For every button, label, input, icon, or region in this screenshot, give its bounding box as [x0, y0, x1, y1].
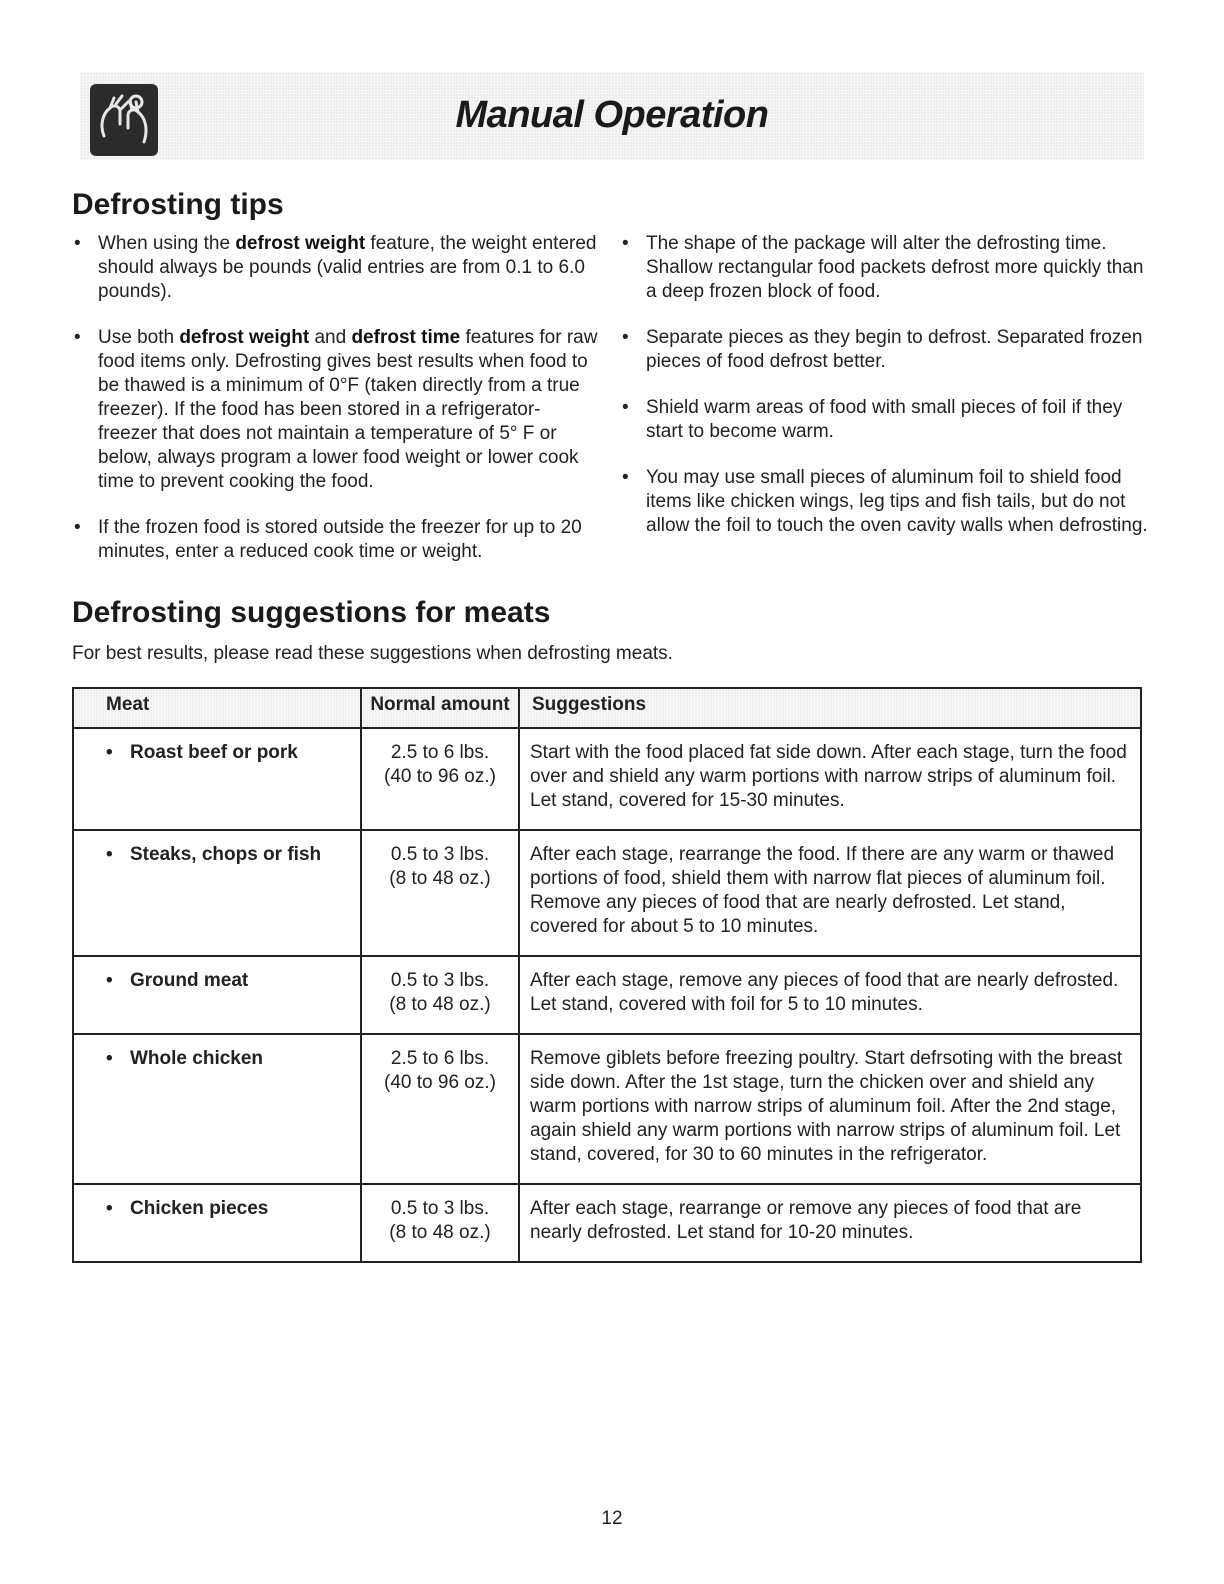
- amount-oz: (8 to 48 oz.): [389, 868, 491, 889]
- table-row: [73, 1184, 1141, 1262]
- tip-text: You may use small pieces of aluminum foil to shield food items like chicken wings, leg tips and fish tails, but do not allow the foil to touch the oven cavity walls when defrosting.: [646, 467, 1148, 536]
- tip-keyword: defrost weight: [179, 327, 310, 348]
- bullet-icon: •: [74, 327, 81, 348]
- amount-cell: [361, 1034, 519, 1184]
- amount-cell: [361, 728, 519, 830]
- amount-oz: (8 to 48 oz.): [389, 994, 491, 1015]
- bullet-icon: •: [622, 397, 629, 418]
- table-row: [73, 956, 1141, 1034]
- tip-text: Separate pieces as they begin to defrost. Separated frozen pieces of food defrost better.: [646, 327, 1143, 372]
- meats-table: [72, 687, 1142, 1263]
- amount-lbs: 0.5 to 3 lbs.: [390, 844, 490, 865]
- tip-text: When using the: [98, 233, 236, 254]
- suggestion-cell: Start with the food placed fat side down. After each stage, turn the food over and shield any warm portions with narrow strips of aluminum foil. Let stand, covered for 15-30 minutes.: [519, 728, 1141, 830]
- tip-text: The shape of the package will alter the defrosting time. Shallow rectangular food packets defrost more quickly than a deep frozen block of food.: [646, 233, 1144, 302]
- header-suggestions: Suggestions: [519, 688, 1141, 728]
- tip-text: features for raw food items only. Defrosting gives best results when food to be thawed is a minimum of 0°F (taken directly from a true freezer). If the food has been stored in a refrigerator-freezer that does not maintain a temperature of 5° F or below, always program a lower food weight or lower cook time to prevent cooking the food.: [98, 327, 598, 492]
- section-title-defrosting-tips: Defrosting tips: [72, 188, 284, 221]
- tip-item: [74, 232, 598, 304]
- meat-cell: [73, 1184, 361, 1262]
- tip-text: feature, the weight entered should always be pounds (valid entries are from 0.1 to 6.0 pounds).: [98, 233, 597, 302]
- bullet-icon: •: [622, 467, 629, 488]
- amount-cell: [361, 830, 519, 956]
- amount-lbs: 0.5 to 3 lbs.: [390, 1198, 490, 1219]
- tip-text: and: [309, 327, 352, 348]
- meat-cell: [73, 956, 361, 1034]
- tip-item: [74, 516, 598, 564]
- amount-oz: (40 to 96 oz.): [384, 1072, 496, 1093]
- tip-item: [622, 326, 1152, 374]
- bullet-icon: •: [622, 327, 629, 348]
- table-header-row: [73, 688, 1141, 728]
- amount-cell: [361, 1184, 519, 1262]
- meat-cell: [73, 1034, 361, 1184]
- table-row: [73, 1034, 1141, 1184]
- meats-intro: For best results, please read these suggestions when defrosting meats.: [72, 643, 673, 664]
- tip-text: Use both: [98, 327, 180, 348]
- meat-name: Whole chicken: [130, 1048, 264, 1069]
- tip-item: [622, 232, 1152, 304]
- bullet-icon: •: [622, 233, 629, 254]
- amount-cell: [361, 956, 519, 1034]
- bullet-icon: •: [106, 844, 113, 865]
- meat-cell: [73, 830, 361, 956]
- amount-oz: (8 to 48 oz.): [389, 1222, 491, 1243]
- tip-item: [622, 396, 1152, 444]
- meat-name: Ground meat: [130, 970, 249, 991]
- suggestion-cell: After each stage, remove any pieces of food that are nearly defrosted. Let stand, covered with foil for 5 to 10 minutes.: [519, 956, 1141, 1034]
- section-title-meats: Defrosting suggestions for meats: [72, 596, 551, 629]
- meat-cell: [73, 728, 361, 830]
- suggestion-cell: After each stage, rearrange or remove any pieces of food that are nearly defrosted. Let stand for 10-20 minutes.: [519, 1184, 1141, 1262]
- tip-keyword: defrost time: [351, 327, 461, 348]
- bullet-icon: •: [106, 1048, 113, 1069]
- table-row: [73, 830, 1141, 956]
- bullet-icon: •: [106, 970, 113, 991]
- amount-lbs: 2.5 to 6 lbs.: [390, 742, 490, 763]
- meat-name: Chicken pieces: [130, 1198, 269, 1219]
- tip-text: If the frozen food is stored outside the freezer for up to 20 minutes, enter a reduced cook time or weight.: [98, 517, 582, 562]
- tips-left-column: [74, 232, 598, 586]
- tip-item: [74, 326, 598, 494]
- suggestion-cell: After each stage, rearrange the food. If there are any warm or thawed portions of food, shield them with narrow flat pieces of aluminum foil. Remove any pieces of food that are nearly defrosted. Let stand, covered for about 5 to 10 minutes.: [519, 830, 1141, 956]
- table-row: [73, 728, 1141, 830]
- bullet-icon: •: [106, 1198, 113, 1219]
- suggestion-cell: Remove giblets before freezing poultry. Start defrsoting with the breast side down. After the 1st stage, turn the chicken over and shield any warm portions with narrow strips of aluminum foil. After the 2nd stage, again shield any warm portions with narrow strips of aluminum foil. Let stand, covered, for 30 to 60 minutes in the refrigerator.: [519, 1034, 1141, 1184]
- tip-item: [622, 466, 1152, 538]
- page-number: 12: [601, 1508, 623, 1529]
- tip-text: Shield warm areas of food with small pieces of foil if they start to become warm.: [646, 397, 1123, 442]
- meat-name: Steaks, chops or fish: [130, 844, 322, 865]
- bullet-icon: •: [74, 517, 81, 538]
- amount-lbs: 2.5 to 6 lbs.: [390, 1048, 490, 1069]
- amount-lbs: 0.5 to 3 lbs.: [390, 970, 490, 991]
- tip-keyword: defrost weight: [235, 233, 366, 254]
- bullet-icon: •: [74, 233, 81, 254]
- header-meat: Meat: [73, 688, 361, 728]
- header-amount: Normal amount: [361, 688, 519, 728]
- amount-oz: (40 to 96 oz.): [384, 766, 496, 787]
- tips-right-column: [622, 232, 1152, 560]
- bullet-icon: •: [106, 742, 113, 763]
- page-title: Manual Operation: [455, 94, 769, 136]
- meat-name: Roast beef or pork: [130, 742, 298, 763]
